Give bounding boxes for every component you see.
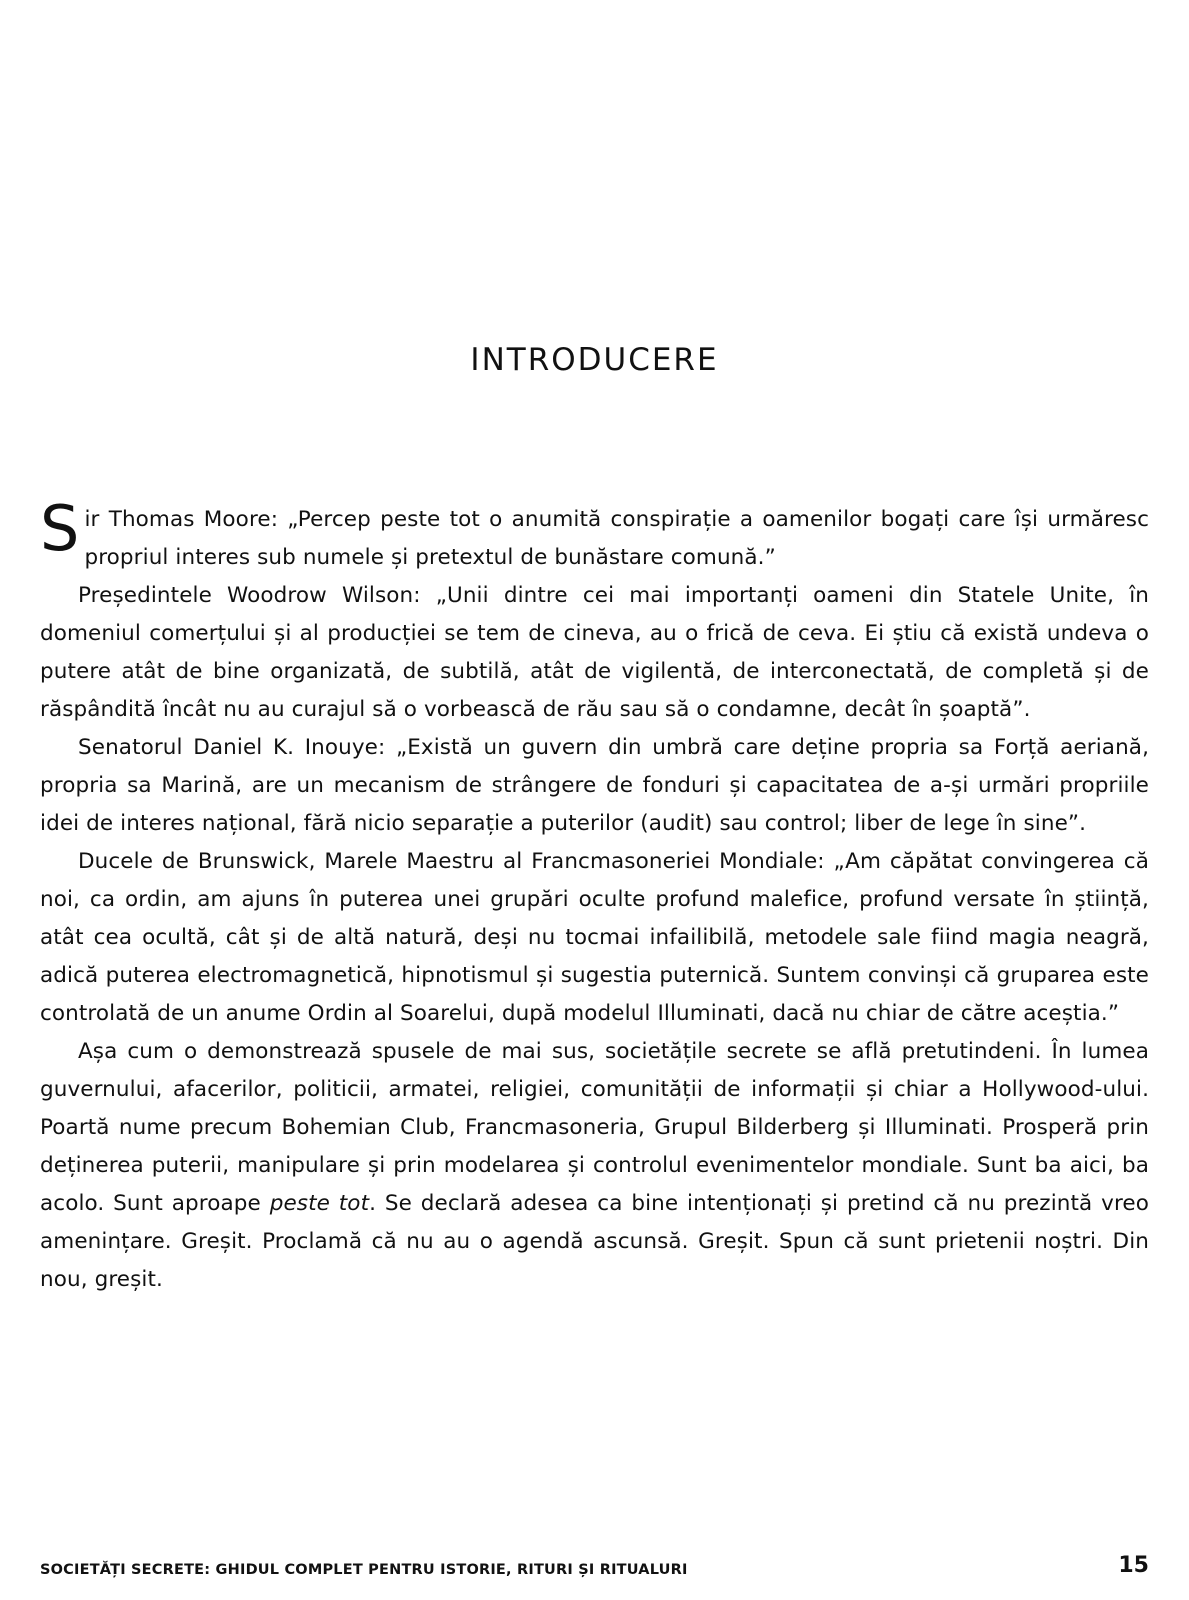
chapter-title: introducere [470,330,719,381]
paragraph-5 [40,1033,1149,1299]
footer-running-title: SOCIETĂȚI SECRETE: GHIDUL COMPLET PENTRU ISTORIE, RITURI ȘI RITUALURI [40,1562,688,1578]
paragraph-5-emphasis: peste tot [269,1191,370,1216]
paragraph-3 [40,729,1149,843]
body-text [40,492,1150,1299]
paragraph-5-text-part-1: Așa cum o demonstrează spusele de mai sus, societățile secrete se află pretutindeni. În lumea guvernului, afacerilor, politicii, armatei, religiei, comunității de informații și chiar a Hollywood-ului. Poartă nume precum Bohemian Club, Francmasoneria, Grupul Bilderberg și Illuminati. Prosperă prin deținerea puterii, manipulare și prin modelarea și controlul evenimentelor mondiale. Sunt ba aici, ba acolo. Sunt aproape [40,1039,1149,1216]
paragraph-4 [40,843,1149,1033]
paragraph-4-text: Ducele de Brunswick, Marele Maestru al Francmasoneriei Mondiale: „Am căpătat convingerea că noi, ca ordin, am ajuns în puterea unei grupări oculte profund malefice, profund versate în știință, atât cea ocultă, cât și de altă natură, deși nu tocmai infailibilă, metodele sale fiind magia neagră, adică puterea electromagnetică, hipnotismul și sugestia puternică. Suntem convinși că gruparea este controlată de un anume Ordin al Soarelui, după modelul Illuminati, dacă nu chiar de către aceștia.” [40,849,1149,1026]
paragraph-3-text: Senatorul Daniel K. Inouye: „Există un guvern din umbră care deține propria sa Forță aeriană, propria sa Marină, are un mecanism de strângere de fonduri și capacitatea de a-și urmări propriile idei de interes național, fără nicio separație a puterilor (audit) sau control; liber de lege în sine”. [40,735,1149,836]
drop-cap: S [40,492,80,565]
paragraph-5-text-part-2: . Se declară adesea ca bine intenționați și pretind că nu prezintă vreo amenințare. Greșit. Proclamă că nu au o agendă ascunsă. Greșit. Spun că sunt prietenii noștri. Din nou, greșit. [40,1191,1150,1292]
paragraph-1-text: ir Thomas Moore: „Percep peste tot o anumită conspirație a oamenilor bogați care își urmăresc propriul interes sub numele și pretextul de bunăstare comună.” [84,507,1149,570]
paragraph-2-text: Președintele Woodrow Wilson: „Unii dintre cei mai importanți oameni din Statele Unite, în domeniul comerțului și al producției se tem de cineva, au o frică de ceva. Ei știu că există undeva o putere atât de bine organizată, de subtilă, atât de vigilentă, de interconectată, de completă și de răspândită încât nu au curajul să o vorbească de rău sau să o condamne, decât în șoaptă”. [40,583,1149,722]
paragraph-1 [40,492,1149,577]
page-content [40,0,1149,1600]
paragraph-2 [40,577,1149,729]
page-footer [40,1553,1149,1578]
footer-page-number: 15 [1118,1553,1149,1578]
